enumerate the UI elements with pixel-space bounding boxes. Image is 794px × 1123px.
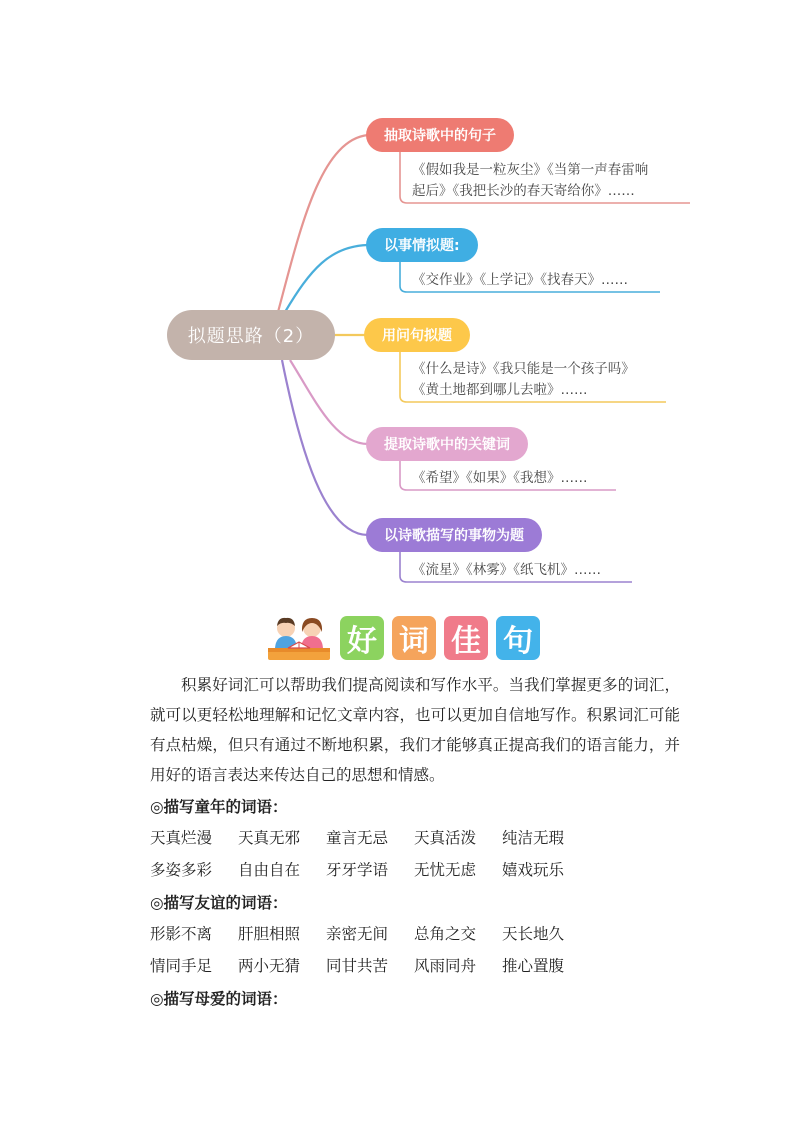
word-row (150, 854, 680, 886)
word-item: 童言无忌 (326, 829, 389, 847)
connector-2 (285, 245, 368, 312)
connector-4 (290, 360, 368, 444)
banner-char-1: 好 (340, 616, 384, 660)
section-heading-friendship: ◎描写友谊的词语： (150, 894, 288, 912)
word-item: 天真烂漫 (150, 829, 213, 847)
word-item: 肝胆相照 (238, 925, 301, 943)
branch-4-text: 《希望》《如果》《我想》…… (412, 470, 588, 486)
branch-2-label: 以事情拟题: (366, 228, 478, 262)
word-item: 亲密无间 (326, 925, 389, 943)
branch-5-text: 《流星》《林雾》《纸飞机》…… (412, 562, 601, 578)
word-item: 无忧无虑 (414, 861, 477, 879)
banner-char-4: 句 (496, 616, 540, 660)
word-item: 两小无猜 (238, 957, 301, 975)
word-item: 同甘共苦 (326, 957, 389, 975)
word-item: 推心置腹 (502, 957, 565, 975)
word-item: 天真无邪 (238, 829, 301, 847)
intro-paragraph: 积累好词汇可以帮助我们提高阅读和写作水平。当我们掌握更多的词汇，就可以更轻松地理解和记忆文章内容，也可以更加自信地写作。积累词汇可能有点枯燥，但只有通过不断地积累，我们才能够真正提高我们的语言能力，并用好的语言表达来传达自己的思想和情感。 (150, 676, 680, 784)
branch-1-text: 《假如我是一粒灰尘》《当第一声春雷响 起后》《我把长沙的春天寄给你》…… (412, 162, 649, 199)
word-item: 嬉戏玩乐 (502, 861, 565, 879)
students-reading-icon (266, 614, 332, 662)
section-heading-childhood: ◎描写童年的词语： (150, 798, 288, 816)
word-row (150, 950, 680, 982)
word-item: 自由自在 (238, 861, 301, 879)
word-item: 纯洁无瑕 (502, 829, 565, 847)
connector-1 (278, 135, 368, 312)
branch-3-label: 用问句拟题 (364, 318, 470, 352)
branch-1-label: 抽取诗歌中的句子 (366, 118, 514, 152)
word-item: 多姿多彩 (150, 861, 213, 879)
word-row (150, 822, 680, 854)
word-item: 总角之交 (414, 925, 477, 943)
word-item: 天长地久 (502, 925, 565, 943)
main-content (150, 670, 680, 1014)
word-item: 牙牙学语 (326, 861, 389, 879)
connector-5 (282, 360, 368, 535)
word-item: 情同手足 (150, 957, 213, 975)
banner-char-2: 词 (392, 616, 436, 660)
word-item: 形影不离 (150, 925, 213, 943)
word-row (150, 918, 680, 950)
section-heading-maternal-love: ◎描写母爱的词语： (150, 990, 288, 1008)
branch-3-text: 《什么是诗》《我只能是一个孩子吗》 《黄土地都到哪儿去啦》…… (412, 361, 635, 398)
section-banner (266, 612, 540, 664)
word-item: 天真活泼 (414, 829, 477, 847)
branch-2-text: 《交作业》《上学记》《找春天》…… (412, 272, 628, 288)
branch-4-label: 提取诗歌中的关键词 (366, 427, 528, 461)
mind-map-root: 拟题思路（2） (167, 310, 335, 360)
branch-5-label: 以诗歌描写的事物为题 (366, 518, 542, 552)
banner-char-3: 佳 (444, 616, 488, 660)
word-item: 风雨同舟 (414, 957, 477, 975)
